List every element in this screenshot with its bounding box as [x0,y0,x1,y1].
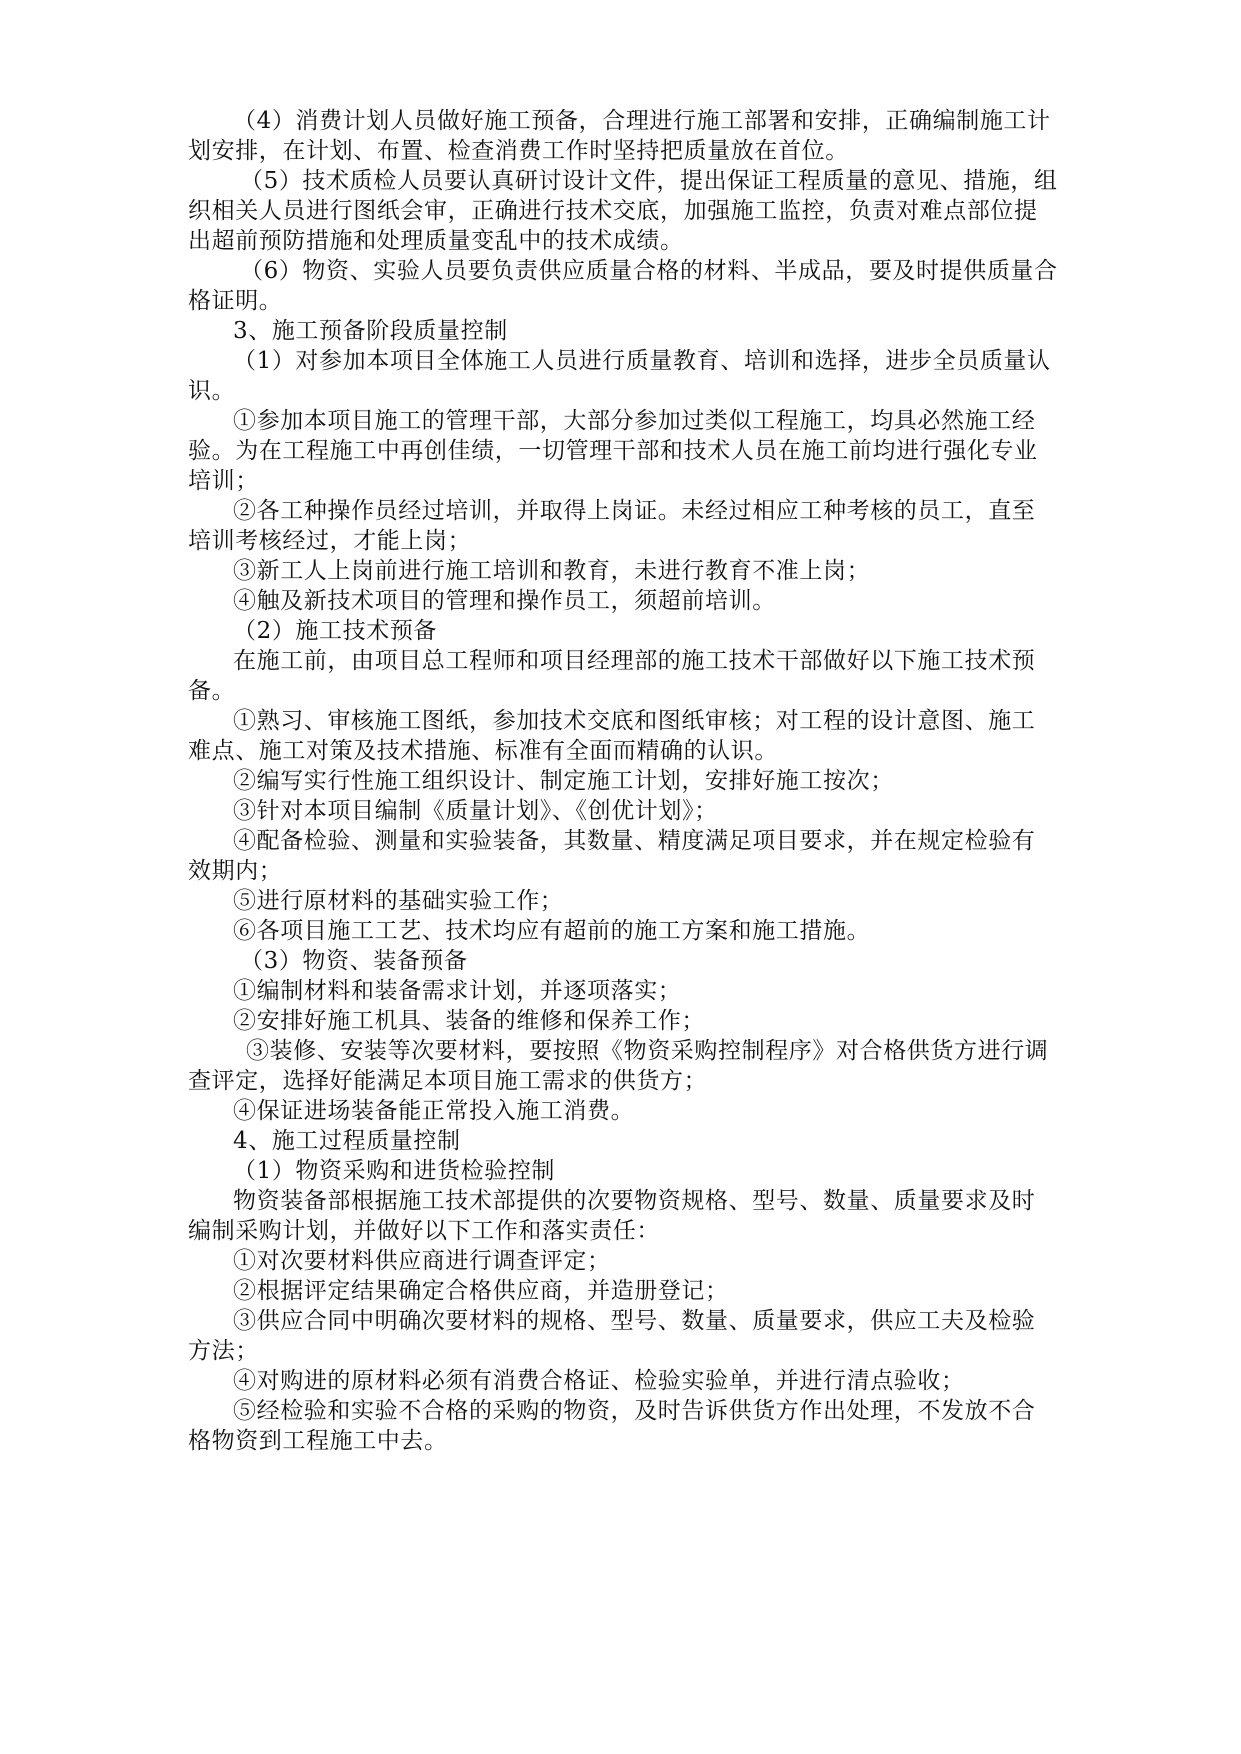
section-heading: 4、施工过程质量控制 [233,1128,461,1154]
text-line: ④保证进场装备能正常投入施工消费。 [233,1098,635,1124]
text-line: ②安排好施工机具、装备的维修和保养工作； [233,1008,705,1034]
text-line: （5）技术质检人员要认真研讨设计文件，提出保证工程质量的意见、措施，组 [240,168,1058,194]
subsection-heading: （3）物资、装备预备 [240,948,468,974]
text-line: ③针对本项目编制《质量计划》、《创优计划》； [233,798,718,824]
text-line: 难点、施工对策及技术措施、标准有全面而精确的认识。 [188,738,778,764]
text-line: 培训考核经过，才能上岗； [188,528,472,554]
text-line: ④触及新技术项目的管理和操作员工，须超前培训。 [233,588,776,614]
text-line: ②编写实行性施工组织设计、制定施工计划，安排好施工按次； [233,768,894,794]
text-line: ①熟习、审核施工图纸，参加技术交底和图纸审核；对工程的设计意图、施工 [233,708,1036,734]
text-line: 物资装备部根据施工技术部提供的次要物资规格、型号、数量、质量要求及时 [233,1188,1036,1214]
text-line: 查评定，选择好能满足本项目施工需求的供货方； [188,1068,708,1094]
text-line: ③供应合同中明确次要材料的规格、型号、数量、质量要求，供应工夫及检验 [233,1308,1036,1334]
text-line: ⑤经检验和实验不合格的采购的物资，及时告诉供货方作出处理，不发放不合 [233,1398,1036,1424]
text-line: 格证明。 [188,288,283,314]
text-line: ⑥各项目施工工艺、技术均应有超前的施工方案和施工措施。 [233,918,871,944]
text-line: （6）物资、实验人员要负责供应质量合格的材料、半成品，要及时提供质量合 [240,258,1058,284]
text-line: （4）消费计划人员做好施工预备，合理进行施工部署和安排，正确编制施工计 [233,108,1051,134]
text-line: ③装修、安装等次要材料，要按照《物资采购控制程序》对合格供货方进行调 [246,1038,1049,1064]
text-line: 识。 [188,378,236,404]
text-line: 划安排，在计划、布置、检查消费工作时坚持把质量放在首位。 [188,138,849,164]
text-line: 培训； [188,468,259,494]
text-line: ⑤进行原材料的基础实验工作； [233,888,564,914]
text-line: ①对次要材料供应商进行调查评定； [233,1248,611,1274]
text-line: （1）对参加本项目全体施工人员进行质量教育、培训和选择，进步全员质量认 [233,348,1051,374]
text-line: 编制采购计划，并做好以下工作和落实责任： [188,1218,660,1244]
subsection-heading: （2）施工技术预备 [233,618,438,644]
text-line: 在施工前，由项目总工程师和项目经理部的施工技术干部做好以下施工技术预 [233,648,1036,674]
text-line: ①编制材料和装备需求计划，并逐项落实； [233,978,682,1004]
text-line: 备。 [188,678,236,704]
section-heading: 3、施工预备阶段质量控制 [233,318,508,344]
text-line: ③新工人上岗前进行施工培训和教育，未进行教育不准上岗； [233,558,871,584]
document-body [188,106,1100,1456]
text-line: ①参加本项目施工的管理干部，大部分参加过类似工程施工，均具必然施工经 [233,408,1036,434]
text-line: 方法； [188,1338,259,1364]
text-line: 验。为在工程施工中再创佳绩，一切管理干部和技术人员在施工前均进行强化专业 [188,438,1038,464]
text-line: 出超前预防措施和处理质量变乱中的技术成绩。 [188,228,684,254]
text-line: 效期内； [188,858,283,884]
text-line: 格物资到工程施工中去。 [188,1428,448,1454]
text-line: ④对购进的原材料必须有消费合格证、检验实验单，并进行清点验收； [233,1368,965,1394]
subsection-heading: （1）物资采购和进货检验控制 [233,1158,556,1184]
text-line: ④配备检验、测量和实验装备，其数量、精度满足项目要求，并在规定检验有 [233,828,1036,854]
text-line: ②各工种操作员经过培训，并取得上岗证。未经过相应工种考核的员工，直至 [233,498,1036,524]
text-line: 织相关人员进行图纸会审，正确进行技术交底，加强施工监控，负责对难点部位提 [188,198,1038,224]
text-line: ②根据评定结果确定合格供应商，并造册登记； [233,1278,729,1304]
